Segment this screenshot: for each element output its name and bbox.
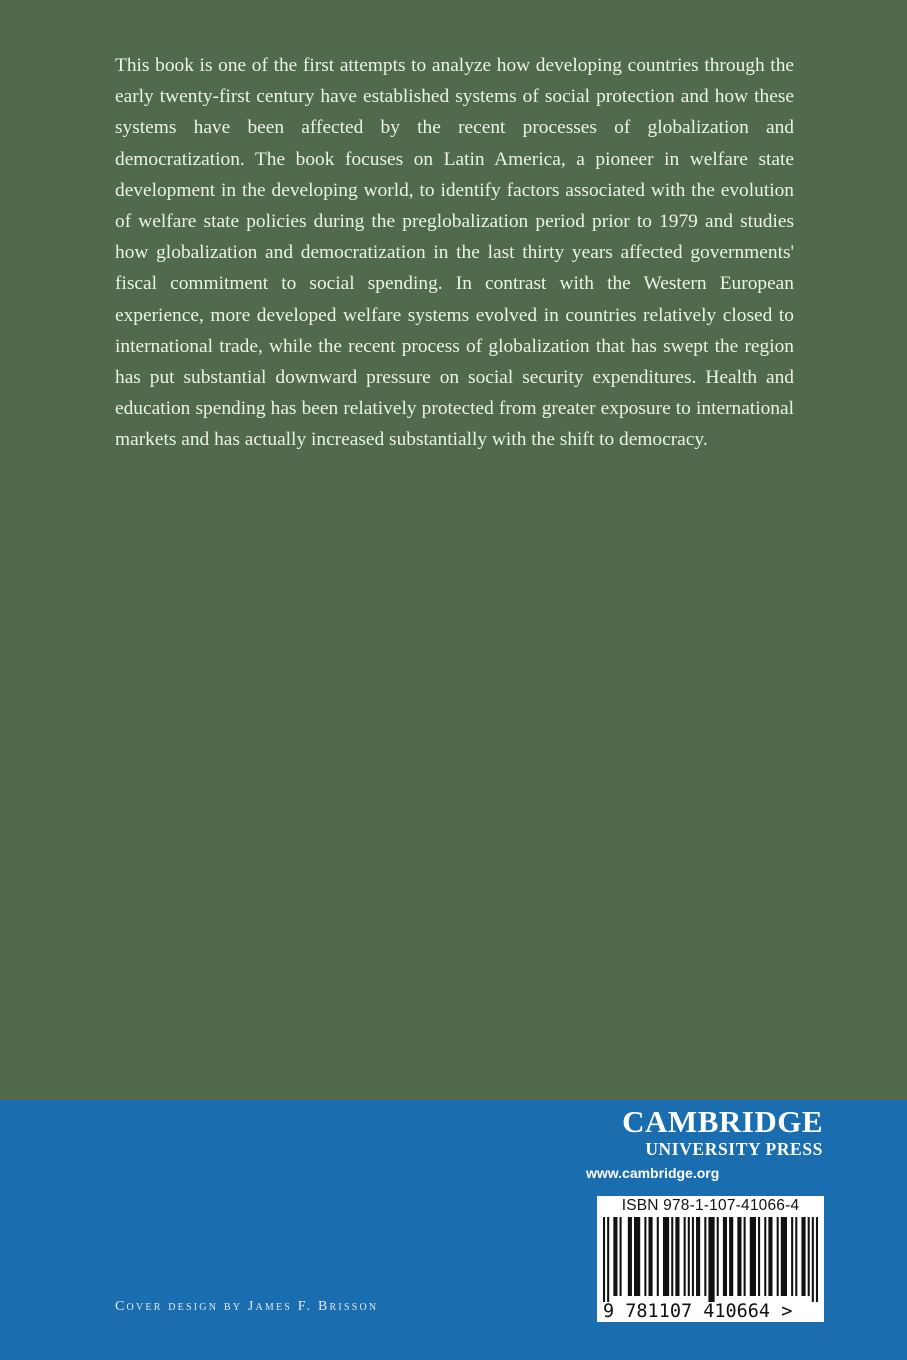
barcode-bar (744, 1217, 746, 1296)
barcode-bar (648, 1217, 652, 1296)
barcode-bar (717, 1217, 719, 1296)
isbn-label: ISBN 978-1-107-41066-4 (621, 1197, 800, 1214)
barcode-bar (781, 1217, 787, 1296)
isbn-barcode (597, 1196, 824, 1322)
barcode-bar (671, 1217, 673, 1296)
barcode-bar (634, 1217, 640, 1296)
barcode-bar (607, 1217, 609, 1302)
barcode-bar (791, 1217, 793, 1296)
barcode-bar (613, 1217, 617, 1296)
publisher-logo (583, 1105, 823, 1185)
barcode-bar (675, 1217, 679, 1296)
barcode-bar (729, 1217, 733, 1296)
barcode-bar (657, 1217, 659, 1296)
barcode-bar (801, 1217, 805, 1296)
book-description: This book is one of the first attempts to analyze how developing countries through the early twenty-first century have established systems of social protection and how these systems have been affected by the recent processes of globalization and democratization. The book focuses on Latin America, a pioneer in welfare state development in the developing world, to identify factors associated with the evolution of welfare state policies during the preglobalization period prior to 1979 and studies how globalization and democratization in the last thirty years affected governments' fiscal commitment to social spending. In contrast with the Western European experience, more developed welfare systems evolved in countries relatively closed to international trade, while the recent process of globalization that has swept the region has put substantial downward pressure on social security expenditures. Health and education spending has been relatively protected from greater exposure to international markets and has actually increased substantially with the shift to democracy. (115, 55, 794, 451)
barcode-bar (758, 1217, 760, 1296)
barcode-bar (777, 1217, 779, 1296)
barcode-bar (684, 1217, 686, 1296)
barcode-bar (764, 1217, 766, 1296)
publisher-subtitle: UNIVERSITY PRESS (645, 1139, 823, 1159)
barcode-bar (628, 1217, 632, 1296)
barcode-bar (696, 1217, 700, 1296)
barcode-bar (795, 1217, 797, 1296)
barcode-bar (644, 1217, 646, 1296)
barcode-bar (808, 1217, 810, 1296)
barcode-bar (750, 1217, 756, 1296)
publisher-url: www.cambridge.org (586, 1165, 720, 1181)
barcode-bar (812, 1217, 814, 1302)
barcode-bar (708, 1217, 714, 1302)
barcode-bar (688, 1217, 690, 1296)
barcode-bar (704, 1217, 706, 1296)
barcode-bar (620, 1217, 622, 1296)
barcode-digits: 9 781107 410664 > (603, 1301, 793, 1322)
publisher-name: CAMBRIDGE (622, 1104, 823, 1139)
barcode-bar (816, 1217, 818, 1302)
barcode-bar (737, 1217, 741, 1296)
barcode-bar (768, 1217, 772, 1296)
cover-design-credit: Cover design by James F. Brisson (115, 1299, 379, 1314)
barcode-bar (663, 1217, 669, 1296)
barcode-bar (723, 1217, 727, 1296)
barcode-bar (692, 1217, 694, 1296)
barcode-bar (603, 1217, 605, 1302)
barcode-graphic (597, 1196, 824, 1322)
